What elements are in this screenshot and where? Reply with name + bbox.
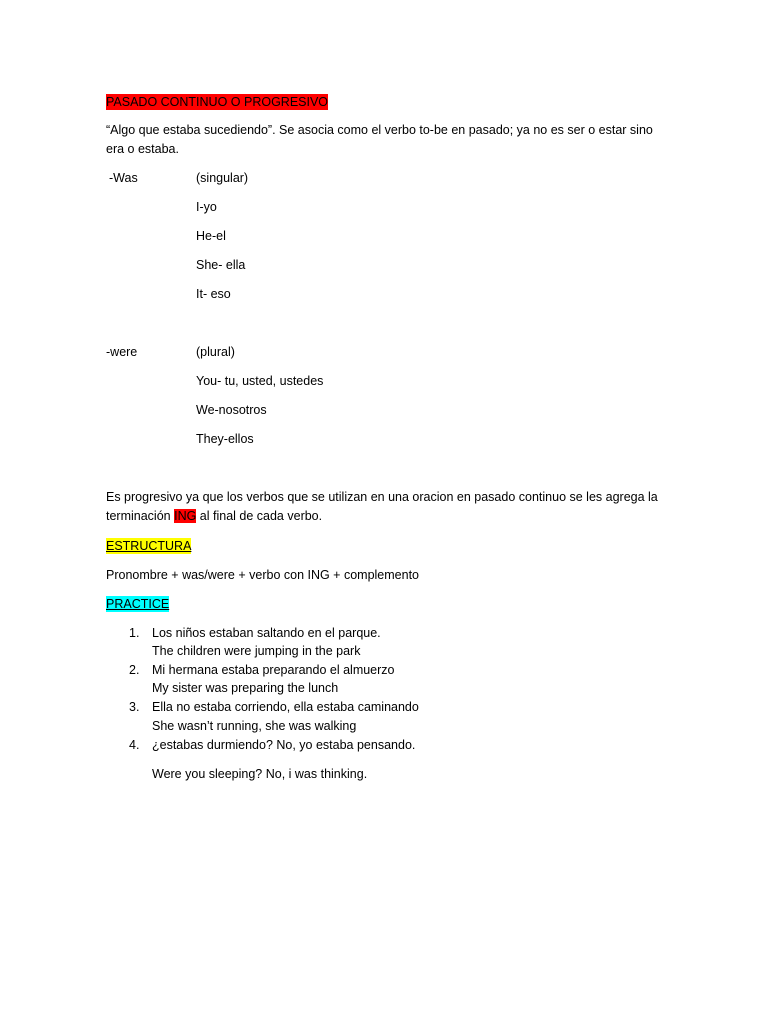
was-item: She- ella	[196, 258, 246, 272]
progressive-text-after: al final de cada verbo.	[196, 509, 323, 523]
were-type: (plural)	[196, 345, 235, 359]
practice-spanish: Mi hermana estaba preparando el almuerzo	[152, 663, 395, 677]
practice-spanish: Los niños estaban saltando en el parque.	[152, 626, 381, 640]
progressive-line-2	[106, 508, 322, 524]
practice-english: She wasn’t running, she was walking	[152, 719, 357, 733]
was-item: I-yo	[196, 200, 217, 214]
practice-english: My sister was preparing the lunch	[152, 681, 339, 695]
intro-line-2: era o estaba.	[106, 142, 179, 156]
progressive-line-1: Es progresivo ya que los verbos que se utilizan en una oracion en pasado continuo se les agrega la	[106, 490, 658, 504]
practice-spanish: ¿estabas durmiendo? No, yo estaba pensando.	[152, 738, 416, 752]
practice-number: 1.	[129, 626, 140, 640]
ing-highlight: ING	[174, 509, 197, 523]
practice-spanish: Ella no estaba corriendo, ella estaba caminando	[152, 700, 419, 714]
page-title: PASADO CONTINUO O PROGRESIVO	[106, 95, 329, 109]
structure-formula: Pronombre + was/were + verbo con ING + complemento	[106, 568, 419, 582]
were-item: You- tu, usted, ustedes	[196, 374, 324, 388]
practice-heading: PRACTICE	[106, 597, 170, 611]
were-item: They-ellos	[196, 432, 254, 446]
progressive-text-before: terminación	[106, 509, 175, 523]
were-item: We-nosotros	[196, 403, 267, 417]
were-label: -were	[106, 345, 138, 359]
practice-english: The children were jumping in the park	[152, 644, 361, 658]
was-item: He-el	[196, 229, 226, 243]
was-item: It- eso	[196, 287, 231, 301]
structure-heading: ESTRUCTURA	[106, 539, 192, 553]
was-label: -Was	[109, 171, 138, 185]
was-type: (singular)	[196, 171, 249, 185]
intro-line-1: “Algo que estaba sucediendo”. Se asocia como el verbo to-be en pasado; ya no es ser o estar sino	[106, 123, 653, 137]
practice-number: 4.	[129, 738, 140, 752]
practice-number: 3.	[129, 700, 140, 714]
practice-number: 2.	[129, 663, 140, 677]
practice-english: Were you sleeping? No, i was thinking.	[152, 767, 368, 781]
